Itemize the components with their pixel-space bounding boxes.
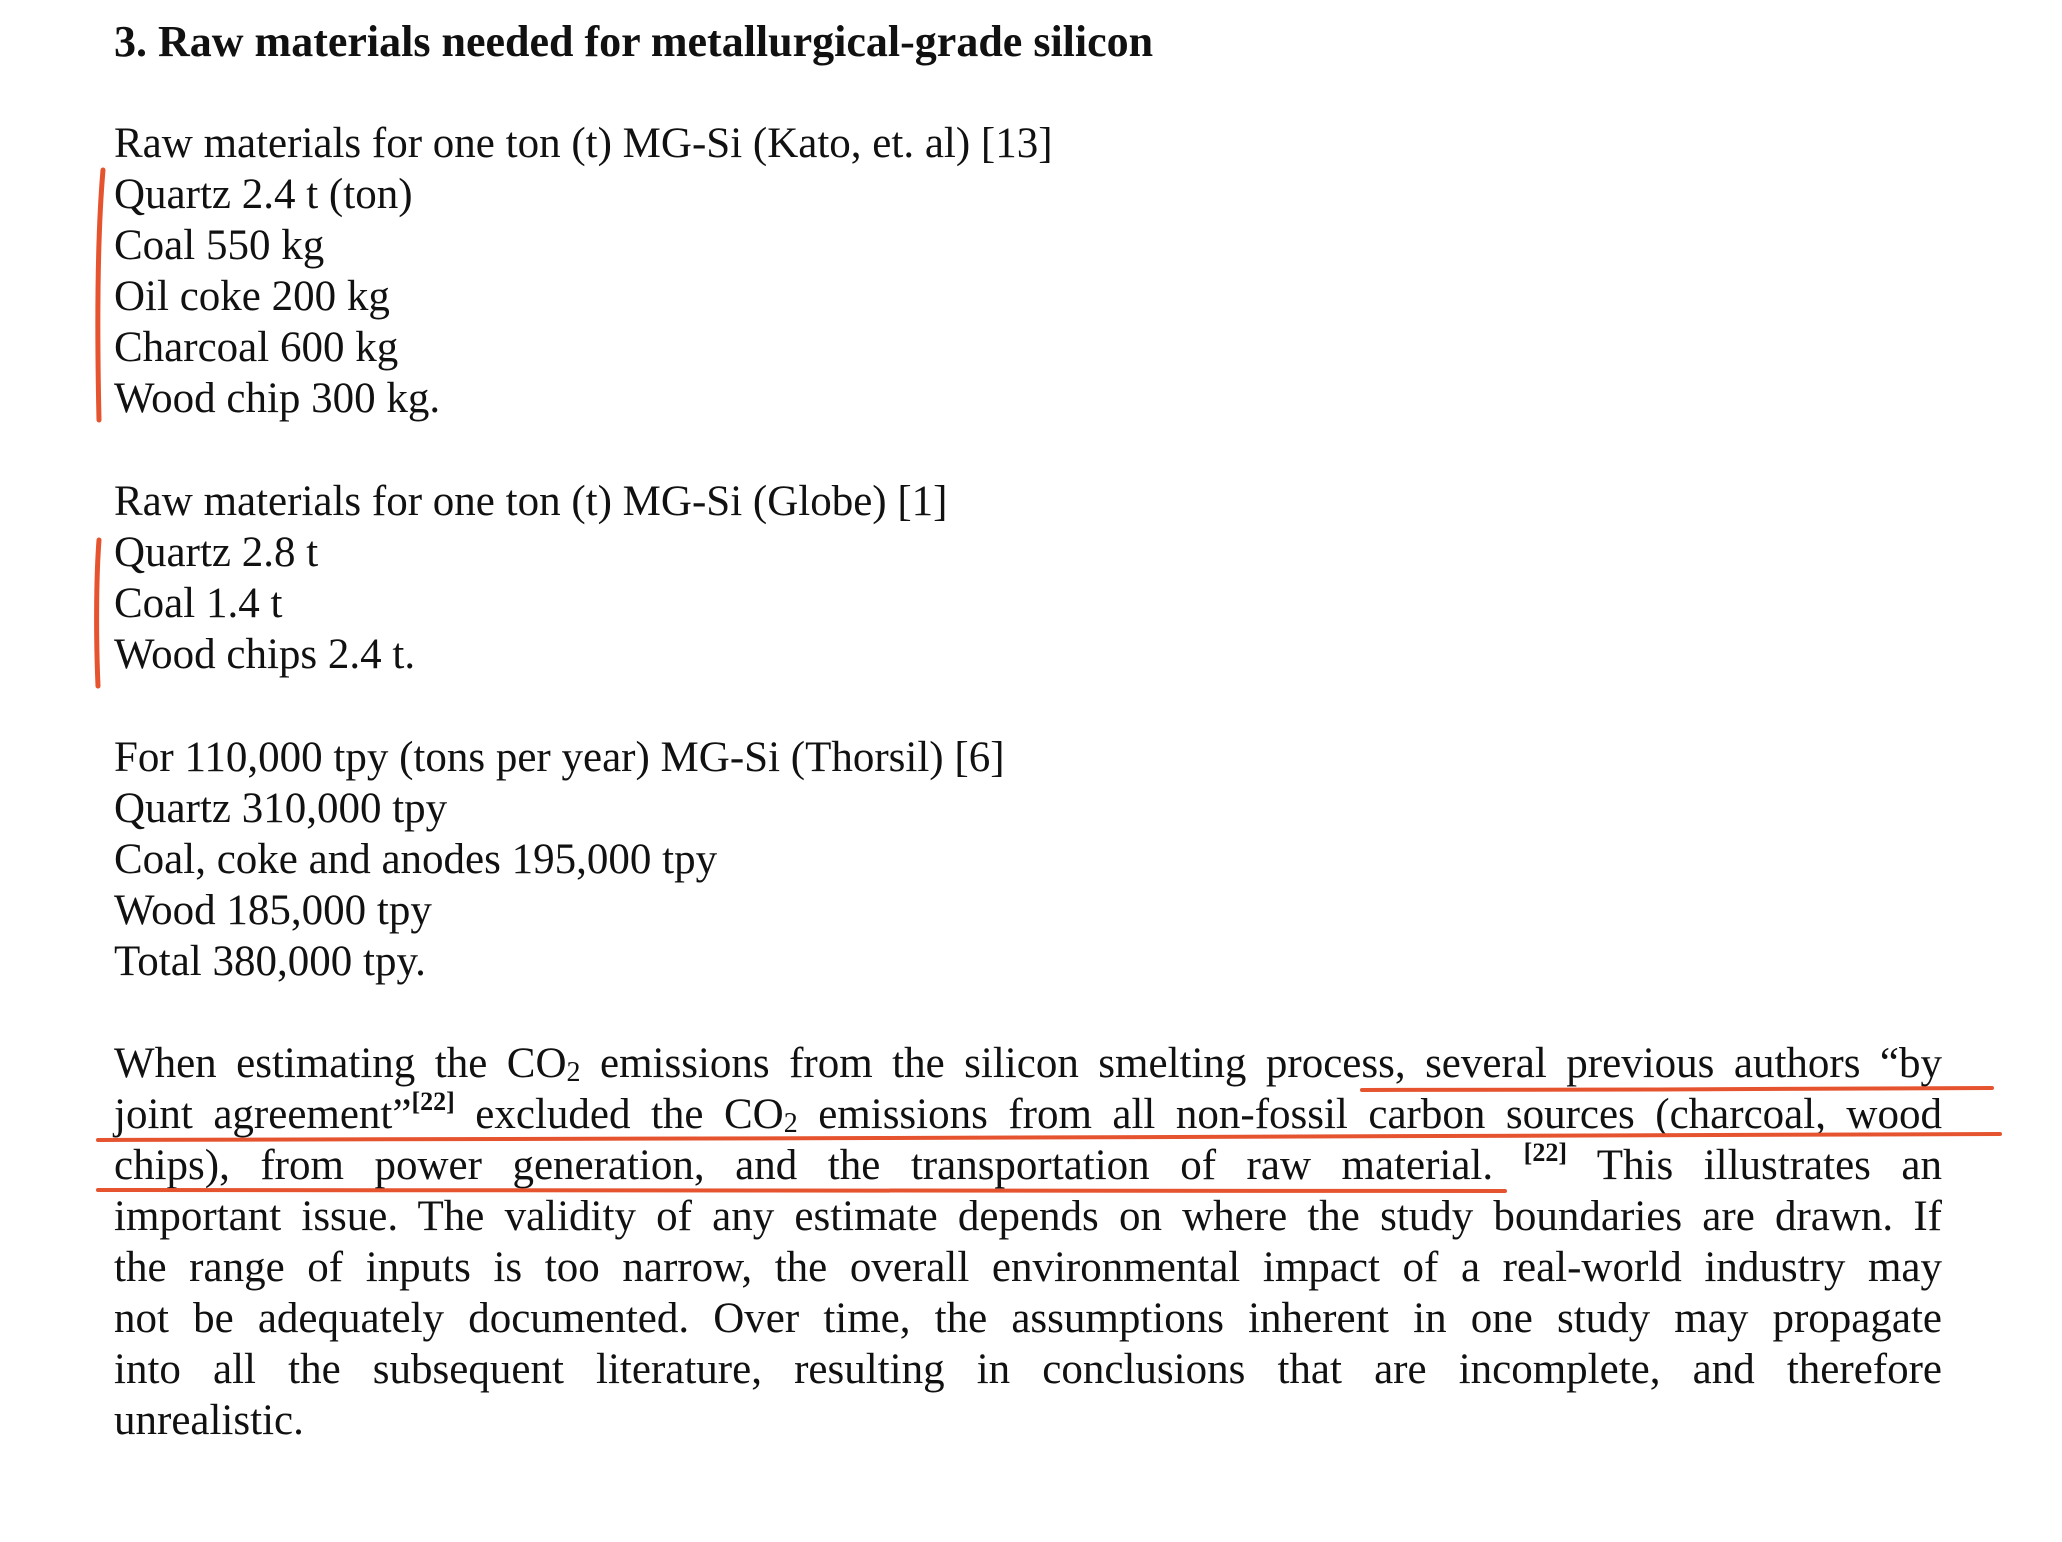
paragraph-line: into all the subsequent literature, resulting in conclusions that are incomplete, and therefore bbox=[114, 1346, 1942, 1393]
paragraph-line: important issue. The validity of any estimate depends on where the study boundaries are drawn. If bbox=[114, 1193, 1942, 1240]
list-item: Wood 185,000 tpy bbox=[114, 887, 432, 934]
text-run: This illustrates an bbox=[1567, 1142, 1943, 1189]
list-item: Quartz 310,000 tpy bbox=[114, 785, 448, 832]
section-heading: 3. Raw materials needed for metallurgical-grade silicon bbox=[114, 17, 1154, 66]
text-run: emissions from the silicon smelting process, several previous authors “by bbox=[580, 1040, 1943, 1087]
text-run: emissions from all non-fossil carbon sources (charcoal, wood bbox=[797, 1091, 1942, 1138]
list-item: Total 380,000 tpy. bbox=[114, 938, 426, 985]
list-item: Wood chip 300 kg. bbox=[114, 375, 441, 422]
citation-ref: [22] bbox=[411, 1086, 455, 1116]
kato-materials-list bbox=[114, 118, 1053, 424]
list-item: Coal, coke and anodes 195,000 tpy bbox=[114, 836, 718, 883]
paragraph-line bbox=[114, 1038, 1942, 1089]
paragraph-line bbox=[114, 1137, 1943, 1191]
text-run: joint agreement” bbox=[114, 1091, 412, 1138]
text-run: chips), from power generation, and the transportation of raw material. bbox=[114, 1142, 1494, 1189]
list-item: Coal 1.4 t bbox=[114, 580, 283, 627]
paragraph-line bbox=[114, 1086, 1942, 1140]
thorsil-title: For 110,000 tpy (tons per year) MG-Si (Thorsil) [6] bbox=[114, 734, 1005, 781]
paragraph-line: the range of inputs is too narrow, the overall environmental impact of a real-world industry may bbox=[114, 1244, 1942, 1291]
list-item: Wood chips 2.4 t. bbox=[114, 631, 416, 678]
paragraph-line: not be adequately documented. Over time, the assumptions inherent in one study may propagate bbox=[114, 1295, 1942, 1342]
subscript: 2 bbox=[783, 1108, 798, 1140]
text-run: excluded the CO bbox=[454, 1091, 784, 1138]
text-run: When estimating the CO bbox=[114, 1040, 567, 1087]
citation-ref: [22] bbox=[1523, 1137, 1567, 1167]
list-item: Quartz 2.8 t bbox=[114, 529, 319, 576]
subscript: 2 bbox=[566, 1057, 581, 1089]
list-item: Oil coke 200 kg bbox=[114, 273, 390, 320]
globe-title: Raw materials for one ton (t) MG-Si (Globe) [1] bbox=[114, 478, 948, 525]
list-item: Coal 550 kg bbox=[114, 222, 325, 269]
paragraph-line: unrealistic. bbox=[114, 1397, 304, 1444]
globe-materials-list bbox=[114, 476, 948, 680]
margin-bracket-kato bbox=[98, 170, 103, 420]
thorsil-materials-list bbox=[114, 732, 1005, 987]
co2-paragraph bbox=[114, 1038, 1942, 1446]
list-item: Quartz 2.4 t (ton) bbox=[114, 171, 413, 218]
kato-title: Raw materials for one ton (t) MG-Si (Kato, et. al) [13] bbox=[114, 120, 1053, 167]
list-item: Charcoal 600 kg bbox=[114, 324, 399, 371]
margin-bracket-globe bbox=[97, 540, 99, 686]
